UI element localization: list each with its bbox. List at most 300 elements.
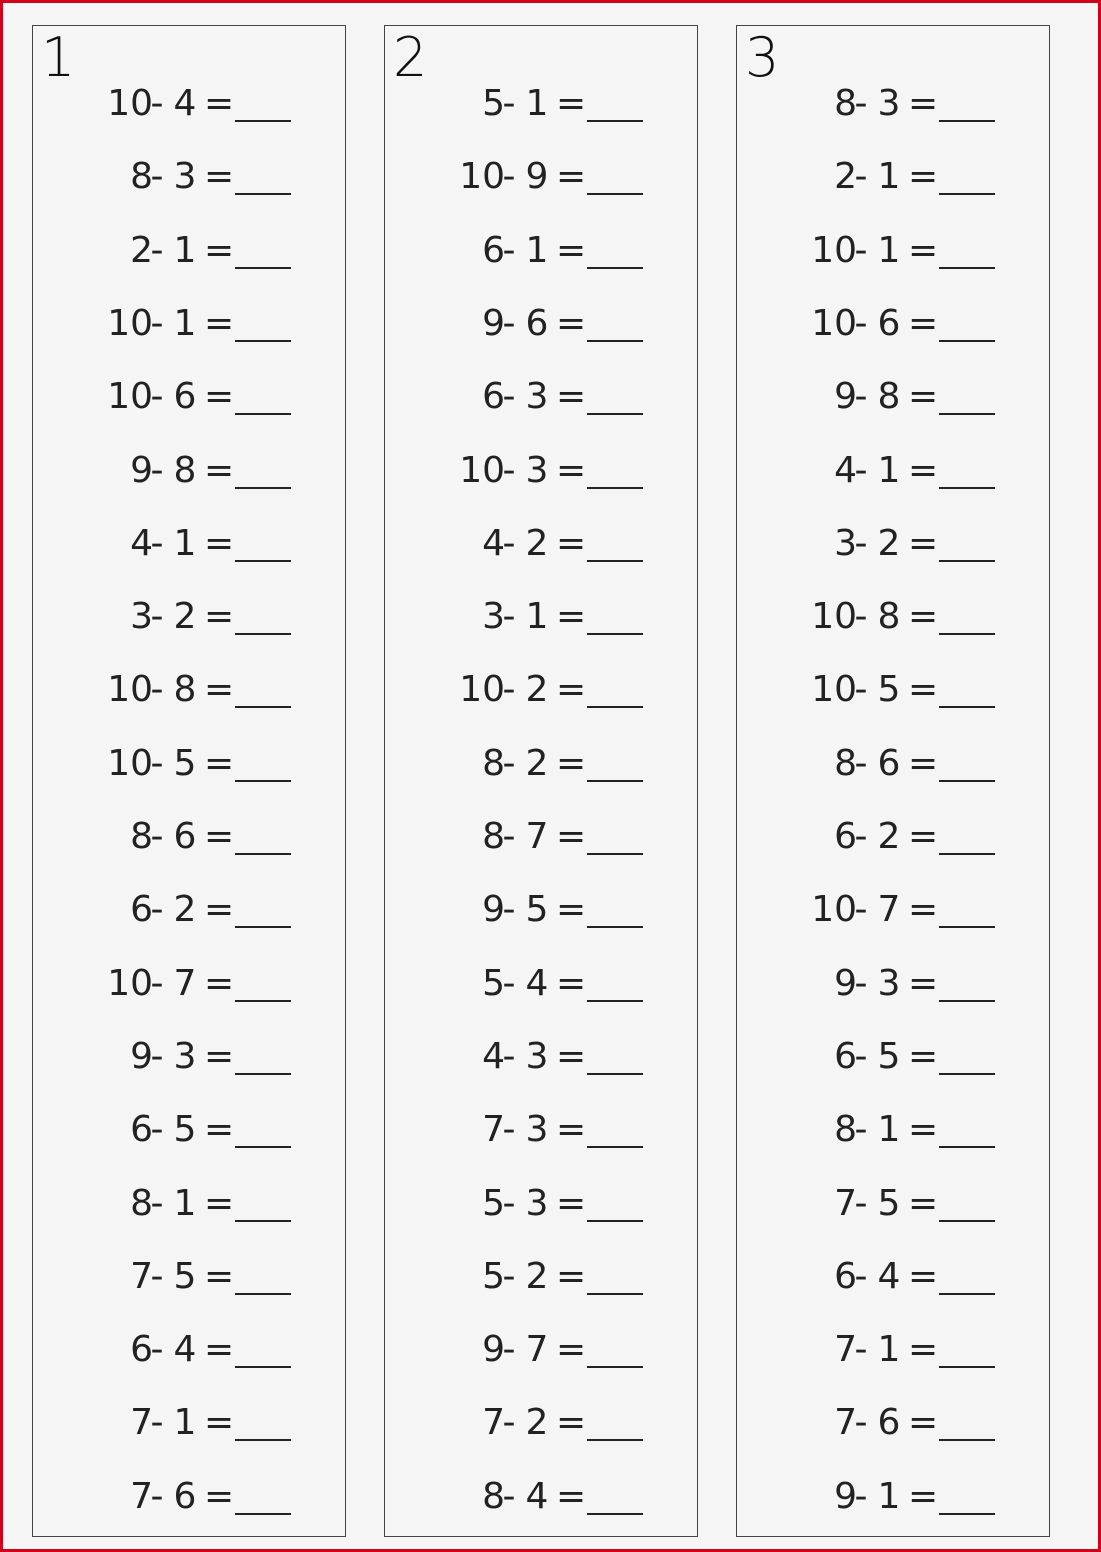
answer-blank[interactable] bbox=[939, 487, 995, 489]
answer-blank[interactable] bbox=[235, 853, 291, 855]
subtrahend: 5 bbox=[525, 889, 549, 931]
minuend: 6 bbox=[130, 889, 153, 931]
equals-sign: = bbox=[908, 742, 939, 784]
subtrahend: 3 bbox=[877, 83, 901, 124]
subtrahend: 5 bbox=[877, 1035, 901, 1077]
minus-sign: - bbox=[150, 156, 164, 198]
minuend: 5 bbox=[482, 1255, 505, 1297]
minus-sign: - bbox=[502, 1475, 516, 1517]
subtrahend: 5 bbox=[877, 1182, 901, 1224]
equals-sign: = bbox=[556, 1329, 587, 1371]
subtrahend: 5 bbox=[877, 669, 901, 711]
problem-row bbox=[33, 519, 345, 569]
minuend: 7 bbox=[482, 1109, 505, 1151]
equals-sign: = bbox=[204, 669, 235, 711]
minuend: 5 bbox=[482, 1182, 505, 1224]
problem-row bbox=[33, 592, 345, 642]
equals-sign: = bbox=[556, 1182, 587, 1224]
worksheet-column-2 bbox=[384, 25, 698, 1537]
problem-row bbox=[385, 812, 697, 862]
minuend: 10 bbox=[811, 669, 857, 711]
answer-blank[interactable] bbox=[939, 1439, 995, 1441]
answer-blank[interactable] bbox=[235, 1293, 291, 1295]
minuend: 8 bbox=[834, 1109, 857, 1151]
minuend: 8 bbox=[130, 1182, 153, 1224]
problem-row bbox=[737, 79, 1049, 129]
minus-sign: - bbox=[854, 1255, 868, 1297]
subtrahend: 3 bbox=[525, 1182, 549, 1224]
answer-blank[interactable] bbox=[235, 633, 291, 635]
answer-blank[interactable] bbox=[587, 120, 643, 122]
equals-sign: = bbox=[204, 1255, 235, 1297]
minuend: 7 bbox=[834, 1329, 857, 1371]
equals-sign: = bbox=[204, 376, 235, 418]
worksheet-column-1 bbox=[32, 25, 346, 1537]
answer-blank[interactable] bbox=[235, 267, 291, 269]
subtrahend: 6 bbox=[525, 302, 549, 344]
problem-row bbox=[737, 1032, 1049, 1082]
problem-row bbox=[737, 665, 1049, 715]
minus-sign: - bbox=[854, 83, 868, 124]
problem-row bbox=[33, 1472, 345, 1522]
equals-sign: = bbox=[204, 962, 235, 1004]
equals-sign: = bbox=[556, 1402, 587, 1444]
equals-sign: = bbox=[204, 229, 235, 271]
minuend: 10 bbox=[107, 669, 153, 711]
minuend: 5 bbox=[482, 83, 505, 124]
equals-sign: = bbox=[908, 816, 939, 857]
minuend: 4 bbox=[834, 449, 857, 491]
subtrahend: 6 bbox=[877, 302, 901, 344]
answer-blank[interactable] bbox=[235, 1220, 291, 1222]
answer-blank[interactable] bbox=[587, 1220, 643, 1222]
minuend: 9 bbox=[130, 449, 153, 491]
equals-sign: = bbox=[908, 1182, 939, 1224]
subtrahend: 8 bbox=[173, 669, 197, 711]
answer-blank[interactable] bbox=[587, 853, 643, 855]
problem-row bbox=[33, 885, 345, 935]
answer-blank[interactable] bbox=[235, 120, 291, 122]
minus-sign: - bbox=[854, 1182, 868, 1224]
problem-row bbox=[385, 1032, 697, 1082]
problem-row bbox=[737, 1179, 1049, 1229]
equals-sign: = bbox=[908, 962, 939, 1004]
problem-row bbox=[737, 885, 1049, 935]
minus-sign: - bbox=[502, 1329, 516, 1371]
minus-sign: - bbox=[150, 1255, 164, 1297]
answer-blank[interactable] bbox=[939, 413, 995, 415]
problem-row bbox=[737, 812, 1049, 862]
minus-sign: - bbox=[502, 962, 516, 1004]
answer-blank[interactable] bbox=[587, 413, 643, 415]
minus-sign: - bbox=[502, 449, 516, 491]
equals-sign: = bbox=[556, 816, 587, 857]
subtrahend: 4 bbox=[173, 83, 197, 124]
subtrahend: 8 bbox=[877, 376, 901, 418]
answer-blank[interactable] bbox=[235, 1000, 291, 1002]
equals-sign: = bbox=[204, 1035, 235, 1077]
minus-sign: - bbox=[150, 302, 164, 344]
subtrahend: 7 bbox=[525, 1329, 549, 1371]
minus-sign: - bbox=[150, 83, 164, 124]
subtrahend: 2 bbox=[173, 889, 197, 931]
subtrahend: 3 bbox=[525, 376, 549, 418]
answer-blank[interactable] bbox=[939, 853, 995, 855]
minus-sign: - bbox=[854, 1402, 868, 1444]
answer-blank[interactable] bbox=[939, 1513, 995, 1515]
minuend: 7 bbox=[834, 1402, 857, 1444]
subtrahend: 1 bbox=[877, 1475, 901, 1517]
problem-row bbox=[385, 885, 697, 935]
subtrahend: 1 bbox=[877, 449, 901, 491]
minus-sign: - bbox=[150, 1035, 164, 1077]
answer-blank[interactable] bbox=[587, 780, 643, 782]
answer-blank[interactable] bbox=[235, 1073, 291, 1075]
equals-sign: = bbox=[556, 1035, 587, 1077]
minus-sign: - bbox=[150, 1329, 164, 1371]
problem-list bbox=[385, 26, 697, 1536]
answer-blank[interactable] bbox=[235, 1366, 291, 1368]
subtrahend: 4 bbox=[877, 1255, 901, 1297]
problem-row bbox=[385, 1179, 697, 1229]
equals-sign: = bbox=[556, 376, 587, 418]
minuend: 9 bbox=[130, 1035, 153, 1077]
minuend: 4 bbox=[130, 522, 153, 564]
answer-blank[interactable] bbox=[587, 706, 643, 708]
minus-sign: - bbox=[150, 1475, 164, 1517]
minuend: 9 bbox=[834, 962, 857, 1004]
minuend: 6 bbox=[482, 229, 505, 271]
answer-blank[interactable] bbox=[939, 560, 995, 562]
answer-blank[interactable] bbox=[235, 1513, 291, 1515]
minus-sign: - bbox=[150, 596, 164, 638]
equals-sign: = bbox=[908, 669, 939, 711]
minuend: 10 bbox=[107, 83, 153, 124]
minus-sign: - bbox=[502, 889, 516, 931]
answer-blank[interactable] bbox=[939, 1366, 995, 1368]
equals-sign: = bbox=[204, 596, 235, 638]
problem-row bbox=[33, 959, 345, 1009]
column-number: 1 bbox=[41, 26, 76, 89]
answer-blank[interactable] bbox=[939, 1146, 995, 1148]
answer-blank[interactable] bbox=[939, 193, 995, 195]
answer-blank[interactable] bbox=[939, 1000, 995, 1002]
answer-blank[interactable] bbox=[939, 1220, 995, 1222]
minus-sign: - bbox=[150, 669, 164, 711]
subtrahend: 1 bbox=[173, 1402, 197, 1444]
equals-sign: = bbox=[908, 449, 939, 491]
minuend: 9 bbox=[482, 302, 505, 344]
minus-sign: - bbox=[502, 302, 516, 344]
problem-row bbox=[737, 739, 1049, 789]
answer-blank[interactable] bbox=[939, 120, 995, 122]
problem-row bbox=[737, 519, 1049, 569]
equals-sign: = bbox=[556, 302, 587, 344]
minuend: 10 bbox=[811, 889, 857, 931]
problem-row bbox=[737, 592, 1049, 642]
minus-sign: - bbox=[854, 962, 868, 1004]
subtrahend: 2 bbox=[525, 522, 549, 564]
minuend: 8 bbox=[482, 742, 505, 784]
minuend: 6 bbox=[834, 1035, 857, 1077]
subtrahend: 4 bbox=[525, 962, 549, 1004]
problem-row bbox=[385, 592, 697, 642]
answer-blank[interactable] bbox=[587, 1513, 643, 1515]
problem-row bbox=[385, 299, 697, 349]
minuend: 7 bbox=[482, 1402, 505, 1444]
minuend: 8 bbox=[834, 83, 857, 124]
minus-sign: - bbox=[502, 83, 516, 124]
minuend: 6 bbox=[834, 816, 857, 857]
problem-row bbox=[33, 152, 345, 202]
subtrahend: 1 bbox=[877, 229, 901, 271]
problem-row bbox=[385, 1398, 697, 1448]
minus-sign: - bbox=[854, 816, 868, 857]
answer-blank[interactable] bbox=[939, 340, 995, 342]
minuend: 3 bbox=[482, 596, 505, 638]
equals-sign: = bbox=[908, 596, 939, 638]
problem-row bbox=[737, 1398, 1049, 1448]
minus-sign: - bbox=[854, 302, 868, 344]
equals-sign: = bbox=[556, 156, 587, 198]
equals-sign: = bbox=[908, 156, 939, 198]
subtrahend: 6 bbox=[173, 1475, 197, 1517]
minus-sign: - bbox=[854, 889, 868, 931]
subtrahend: 3 bbox=[173, 1035, 197, 1077]
equals-sign: = bbox=[204, 449, 235, 491]
equals-sign: = bbox=[204, 742, 235, 784]
problem-row bbox=[385, 372, 697, 422]
subtrahend: 1 bbox=[877, 1329, 901, 1371]
minus-sign: - bbox=[150, 1109, 164, 1151]
subtrahend: 1 bbox=[877, 1109, 901, 1151]
equals-sign: = bbox=[556, 1255, 587, 1297]
equals-sign: = bbox=[908, 1109, 939, 1151]
subtrahend: 1 bbox=[173, 522, 197, 564]
equals-sign: = bbox=[204, 302, 235, 344]
equals-sign: = bbox=[556, 669, 587, 711]
minuend: 8 bbox=[482, 816, 505, 857]
subtrahend: 1 bbox=[525, 596, 549, 638]
answer-blank[interactable] bbox=[587, 193, 643, 195]
minuend: 9 bbox=[834, 376, 857, 418]
minuend: 9 bbox=[482, 1329, 505, 1371]
subtrahend: 4 bbox=[525, 1475, 549, 1517]
answer-blank[interactable] bbox=[587, 1000, 643, 1002]
answer-blank[interactable] bbox=[235, 780, 291, 782]
problem-row bbox=[33, 1252, 345, 1302]
problem-row bbox=[385, 226, 697, 276]
equals-sign: = bbox=[556, 889, 587, 931]
equals-sign: = bbox=[556, 83, 587, 124]
minus-sign: - bbox=[854, 1329, 868, 1371]
minus-sign: - bbox=[150, 889, 164, 931]
answer-blank[interactable] bbox=[587, 1146, 643, 1148]
equals-sign: = bbox=[204, 1109, 235, 1151]
minuend: 6 bbox=[482, 376, 505, 418]
problem-row bbox=[385, 519, 697, 569]
equals-sign: = bbox=[908, 1035, 939, 1077]
answer-blank[interactable] bbox=[235, 413, 291, 415]
minus-sign: - bbox=[502, 742, 516, 784]
subtrahend: 6 bbox=[877, 742, 901, 784]
minuend: 10 bbox=[107, 962, 153, 1004]
answer-blank[interactable] bbox=[587, 267, 643, 269]
problem-row bbox=[737, 372, 1049, 422]
problem-row bbox=[385, 79, 697, 129]
equals-sign: = bbox=[908, 302, 939, 344]
problem-row bbox=[385, 665, 697, 715]
subtrahend: 2 bbox=[525, 742, 549, 784]
answer-blank[interactable] bbox=[235, 1146, 291, 1148]
minuend: 10 bbox=[459, 449, 505, 491]
equals-sign: = bbox=[204, 83, 235, 124]
problem-row bbox=[737, 1252, 1049, 1302]
minuend: 10 bbox=[811, 596, 857, 638]
minus-sign: - bbox=[150, 376, 164, 418]
subtrahend: 1 bbox=[525, 83, 549, 124]
minus-sign: - bbox=[502, 669, 516, 711]
problem-row bbox=[33, 1105, 345, 1155]
equals-sign: = bbox=[204, 1475, 235, 1517]
problem-row bbox=[737, 446, 1049, 496]
answer-blank[interactable] bbox=[235, 560, 291, 562]
answer-blank[interactable] bbox=[939, 267, 995, 269]
answer-blank[interactable] bbox=[587, 560, 643, 562]
minus-sign: - bbox=[502, 522, 516, 564]
minuend: 3 bbox=[130, 596, 153, 638]
minuend: 8 bbox=[130, 156, 153, 198]
problem-row bbox=[33, 299, 345, 349]
equals-sign: = bbox=[908, 83, 939, 124]
minus-sign: - bbox=[502, 816, 516, 857]
equals-sign: = bbox=[908, 1402, 939, 1444]
problem-row bbox=[385, 1472, 697, 1522]
minus-sign: - bbox=[150, 522, 164, 564]
subtrahend: 7 bbox=[173, 962, 197, 1004]
problem-row bbox=[33, 665, 345, 715]
subtrahend: 1 bbox=[877, 156, 901, 198]
equals-sign: = bbox=[908, 1475, 939, 1517]
minuend: 10 bbox=[811, 229, 857, 271]
problem-list bbox=[33, 26, 345, 1536]
subtrahend: 6 bbox=[173, 376, 197, 418]
subtrahend: 6 bbox=[173, 816, 197, 857]
equals-sign: = bbox=[556, 449, 587, 491]
problem-list bbox=[737, 26, 1049, 1536]
answer-blank[interactable] bbox=[235, 706, 291, 708]
equals-sign: = bbox=[204, 889, 235, 931]
subtrahend: 2 bbox=[877, 816, 901, 857]
answer-blank[interactable] bbox=[587, 1439, 643, 1441]
minus-sign: - bbox=[502, 229, 516, 271]
minuend: 7 bbox=[130, 1402, 153, 1444]
answer-blank[interactable] bbox=[587, 1293, 643, 1295]
equals-sign: = bbox=[556, 962, 587, 1004]
answer-blank[interactable] bbox=[939, 1293, 995, 1295]
equals-sign: = bbox=[556, 596, 587, 638]
answer-blank[interactable] bbox=[235, 926, 291, 928]
answer-blank[interactable] bbox=[939, 633, 995, 635]
subtrahend: 1 bbox=[173, 1182, 197, 1224]
subtrahend: 5 bbox=[173, 742, 197, 784]
subtrahend: 3 bbox=[525, 1035, 549, 1077]
answer-blank[interactable] bbox=[939, 780, 995, 782]
minuend: 7 bbox=[130, 1475, 153, 1517]
minuend: 10 bbox=[811, 302, 857, 344]
answer-blank[interactable] bbox=[939, 926, 995, 928]
answer-blank[interactable] bbox=[587, 487, 643, 489]
minuend: 8 bbox=[482, 1475, 505, 1517]
equals-sign: = bbox=[204, 1182, 235, 1224]
minus-sign: - bbox=[854, 669, 868, 711]
problem-row bbox=[385, 152, 697, 202]
minuend: 4 bbox=[482, 1035, 505, 1077]
answer-blank[interactable] bbox=[587, 340, 643, 342]
minuend: 10 bbox=[107, 742, 153, 784]
subtrahend: 3 bbox=[525, 449, 549, 491]
problem-row bbox=[33, 1325, 345, 1375]
answer-blank[interactable] bbox=[939, 1073, 995, 1075]
minus-sign: - bbox=[502, 1182, 516, 1224]
minuend: 6 bbox=[130, 1109, 153, 1151]
minuend: 9 bbox=[482, 889, 505, 931]
subtrahend: 8 bbox=[173, 449, 197, 491]
problem-row bbox=[33, 1032, 345, 1082]
minus-sign: - bbox=[854, 1109, 868, 1151]
minus-sign: - bbox=[854, 742, 868, 784]
problem-row bbox=[385, 1252, 697, 1302]
problem-row bbox=[33, 1398, 345, 1448]
equals-sign: = bbox=[556, 522, 587, 564]
minus-sign: - bbox=[502, 1402, 516, 1444]
problem-row bbox=[737, 299, 1049, 349]
subtrahend: 5 bbox=[173, 1255, 197, 1297]
problem-row bbox=[33, 79, 345, 129]
subtrahend: 5 bbox=[173, 1109, 197, 1151]
equals-sign: = bbox=[908, 889, 939, 931]
answer-blank[interactable] bbox=[587, 1073, 643, 1075]
answer-blank[interactable] bbox=[235, 1439, 291, 1441]
problem-row bbox=[33, 812, 345, 862]
minus-sign: - bbox=[502, 1109, 516, 1151]
problem-row bbox=[33, 446, 345, 496]
column-number: 3 bbox=[745, 26, 780, 89]
subtrahend: 2 bbox=[525, 669, 549, 711]
subtrahend: 3 bbox=[173, 156, 197, 198]
equals-sign: = bbox=[204, 1402, 235, 1444]
problem-row bbox=[33, 739, 345, 789]
minuend: 7 bbox=[130, 1255, 153, 1297]
answer-blank[interactable] bbox=[939, 706, 995, 708]
minus-sign: - bbox=[150, 229, 164, 271]
minuend: 8 bbox=[834, 742, 857, 784]
equals-sign: = bbox=[908, 229, 939, 271]
answer-blank[interactable] bbox=[587, 633, 643, 635]
answer-blank[interactable] bbox=[235, 340, 291, 342]
minus-sign: - bbox=[150, 1182, 164, 1224]
minuend: 2 bbox=[130, 229, 153, 271]
minuend: 10 bbox=[459, 156, 505, 198]
subtrahend: 2 bbox=[525, 1255, 549, 1297]
answer-blank[interactable] bbox=[587, 1366, 643, 1368]
equals-sign: = bbox=[908, 1329, 939, 1371]
answer-blank[interactable] bbox=[235, 193, 291, 195]
answer-blank[interactable] bbox=[587, 926, 643, 928]
subtrahend: 3 bbox=[525, 1109, 549, 1151]
minus-sign: - bbox=[854, 229, 868, 271]
answer-blank[interactable] bbox=[235, 487, 291, 489]
